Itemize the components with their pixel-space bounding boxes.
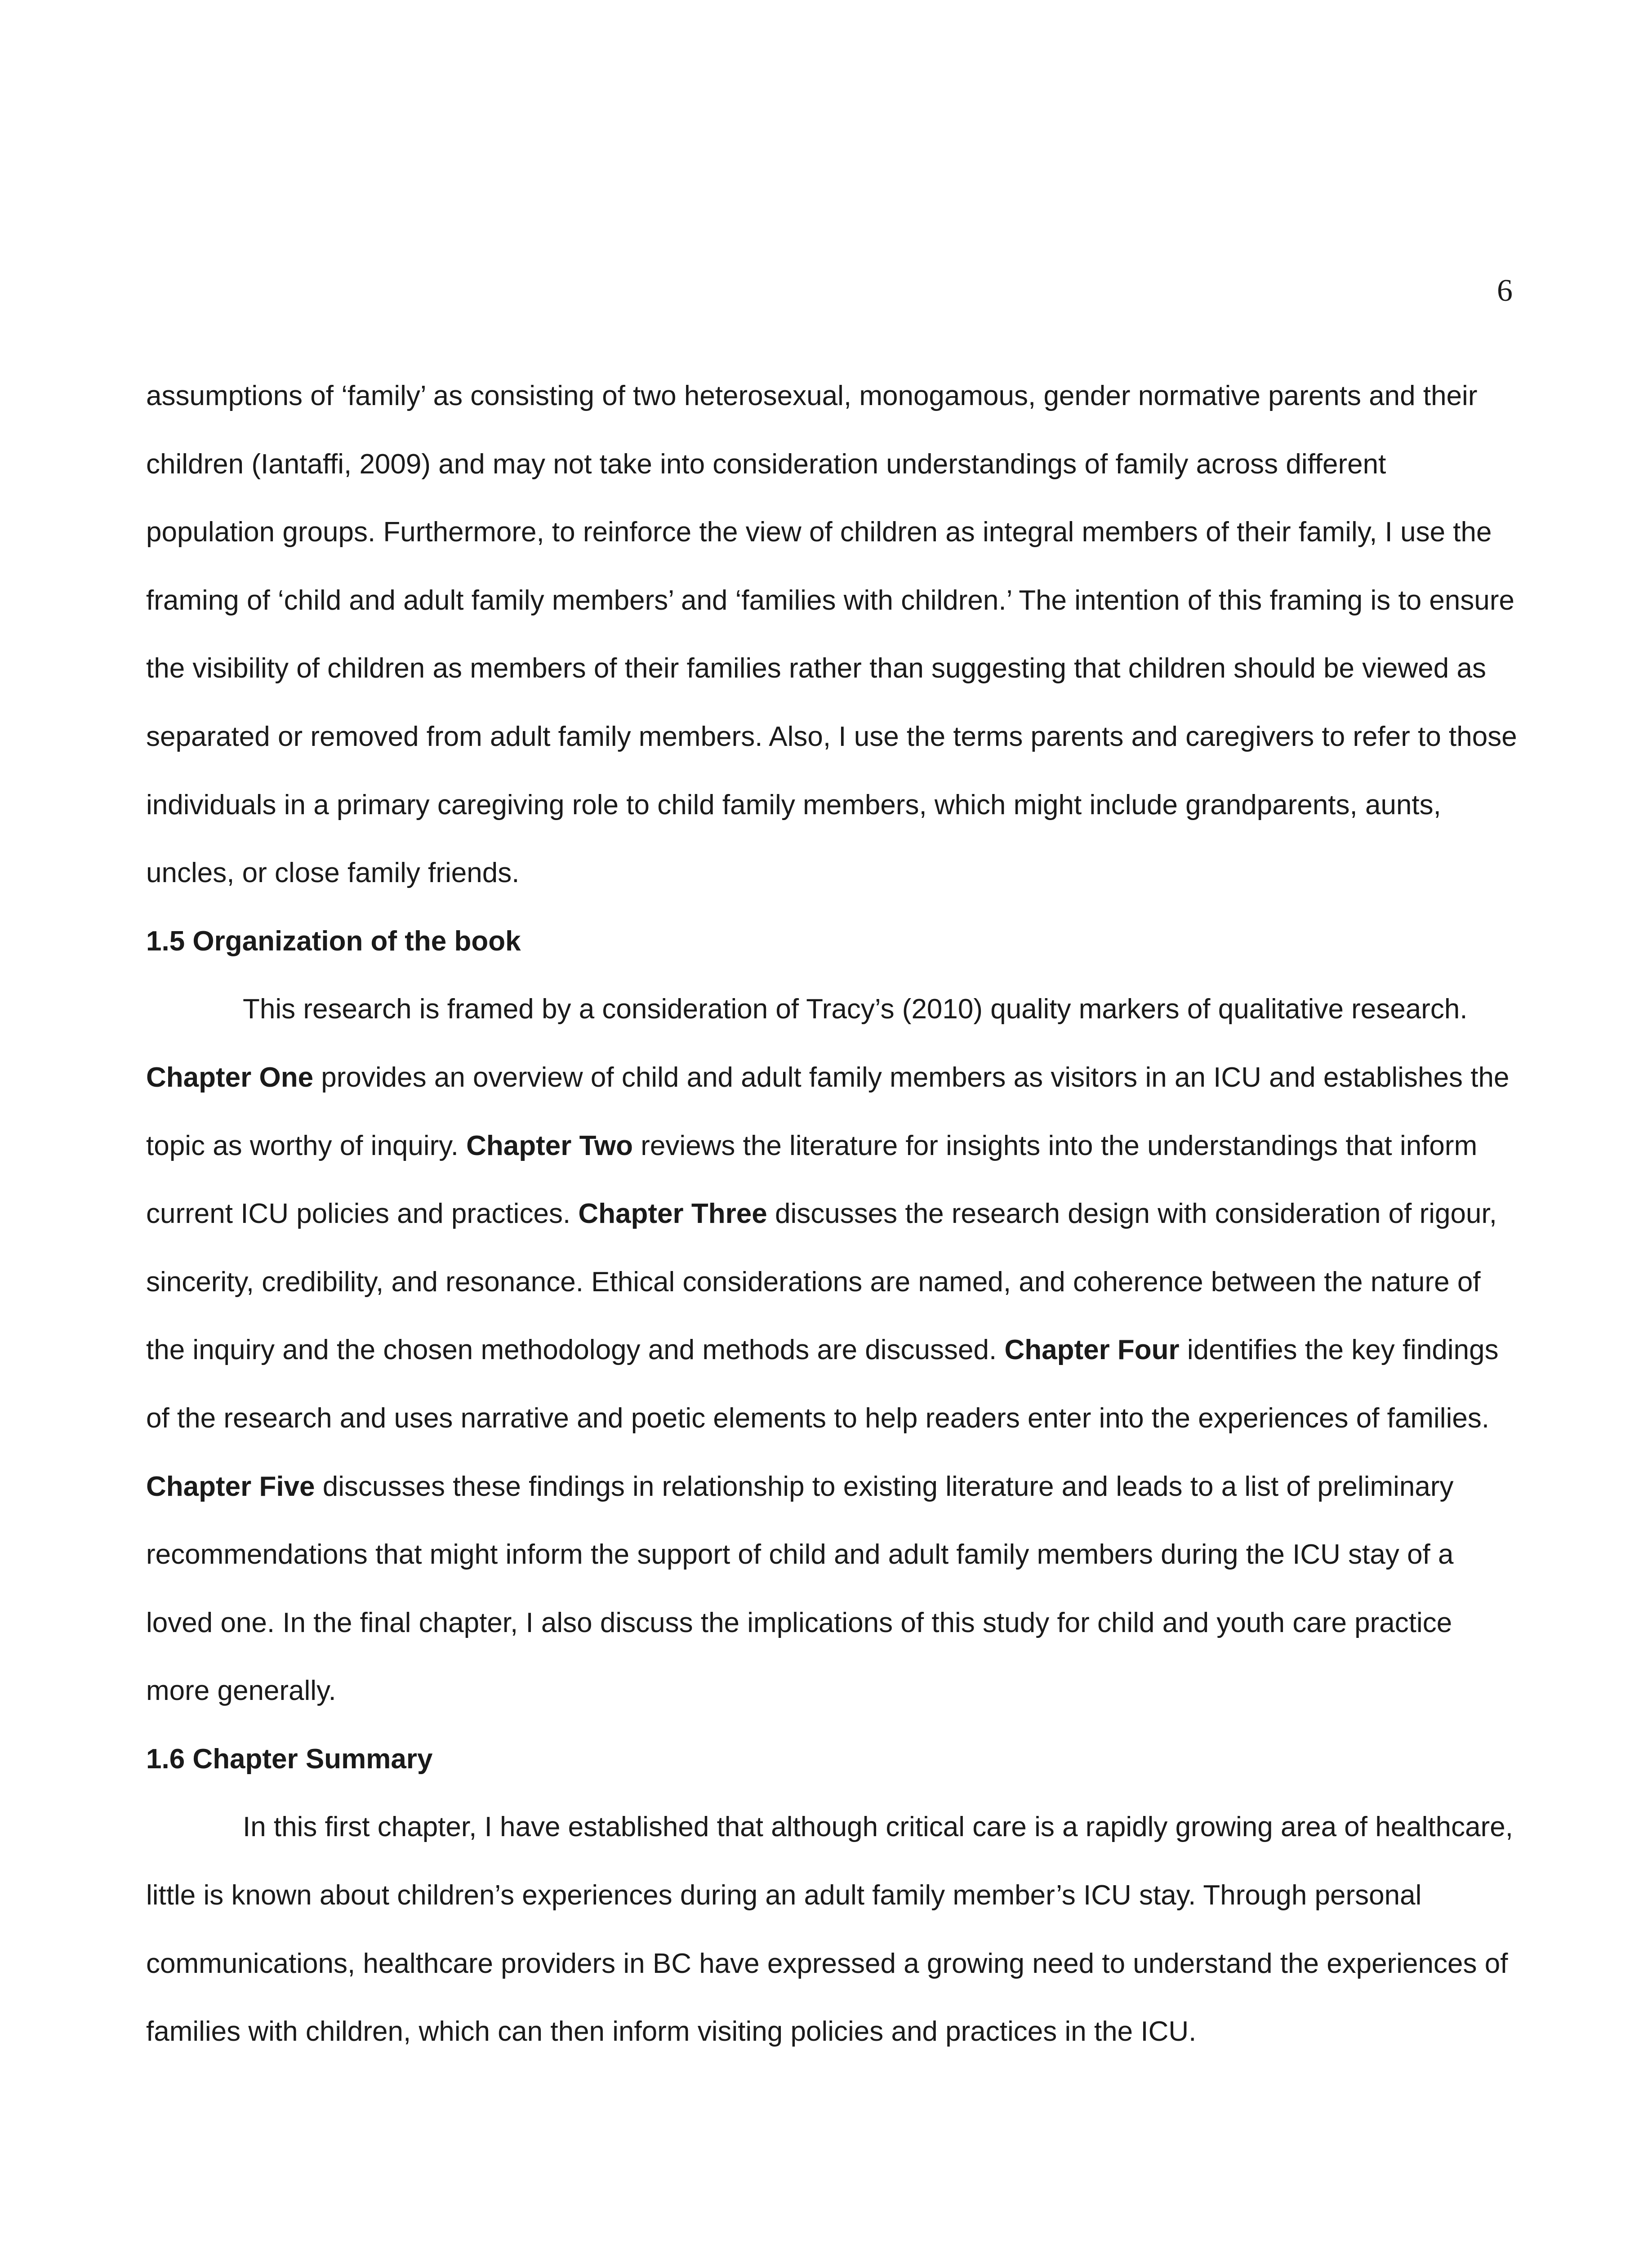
chapter-five-label: Chapter Five [146,1471,315,1502]
chapter-four-text: identifies the key findings of the research and uses narrative and poetic elements to help readers enter into the experiences of families. [146,1334,1499,1434]
paragraph-organization [146,975,1517,1725]
document-body [146,362,1517,2066]
chapter-two-text: reviews the literature for insights into the understandings that inform current ICU policies and practices. [146,1130,1478,1230]
chapter-four-label: Chapter Four [1004,1334,1180,1366]
section-heading-organization: 1.5 Organization of the book [146,925,521,957]
paragraph-chapter-summary: In this first chapter, I have established that although critical care is a rapidly growing area of healthcare, little is known about children’s experiences during an adult family member’s ICU stay. Through personal communications, healthcare providers in BC have expressed a growing need to understand the experiences of families with children, which can then inform visiting policies and practices in the ICU. [146,1811,1513,2047]
chapter-three-text: discusses the research design with consideration of rigour, sincerity, credibility, and resonance. Ethical considerations are named, and coherence between the nature of the inquiry and the chosen methodology and methods are discussed. [146,1198,1497,1366]
page-number: 6 [1497,273,1513,308]
paragraph-family-definition: assumptions of ‘family’ as consisting of two heterosexual, monogamous, gender normative parents and their children (Iantaffi, 2009) and may not take into consideration understandings of family across different population groups. Furthermore, to reinforce the view of children as integral members of their family, I use the framing of ‘child and adult family members’ and ‘families with children.’ The intention of this framing is to ensure the visibility of children as members of their families rather than suggesting that children should be viewed as separated or removed from adult family members. Also, I use the terms parents and caregivers to refer to those individuals in a primary caregiving role to child family members, which might include grandparents, aunts, uncles, or close family friends. [146,380,1517,889]
chapter-three-label: Chapter Three [578,1198,767,1230]
chapter-one-text: provides an overview of child and adult family members as visitors in an ICU and establishes the topic as worthy of inquiry. [146,1062,1510,1161]
section-heading-chapter-summary: 1.6 Chapter Summary [146,1743,433,1775]
chapter-five-text: discusses these findings in relationship to existing literature and leads to a list of preliminary recommendations that might inform the support of child and adult family members during the ICU stay of a loved one. In the final chapter, I also discuss the implications of this study for child and youth care practice more generally. [146,1471,1454,1707]
chapter-two-label: Chapter Two [466,1130,633,1161]
organization-intro-text: This research is framed by a consideration of Tracy’s (2010) quality markers of qualitative research. [243,994,1468,1025]
chapter-one-label: Chapter One [146,1062,314,1093]
